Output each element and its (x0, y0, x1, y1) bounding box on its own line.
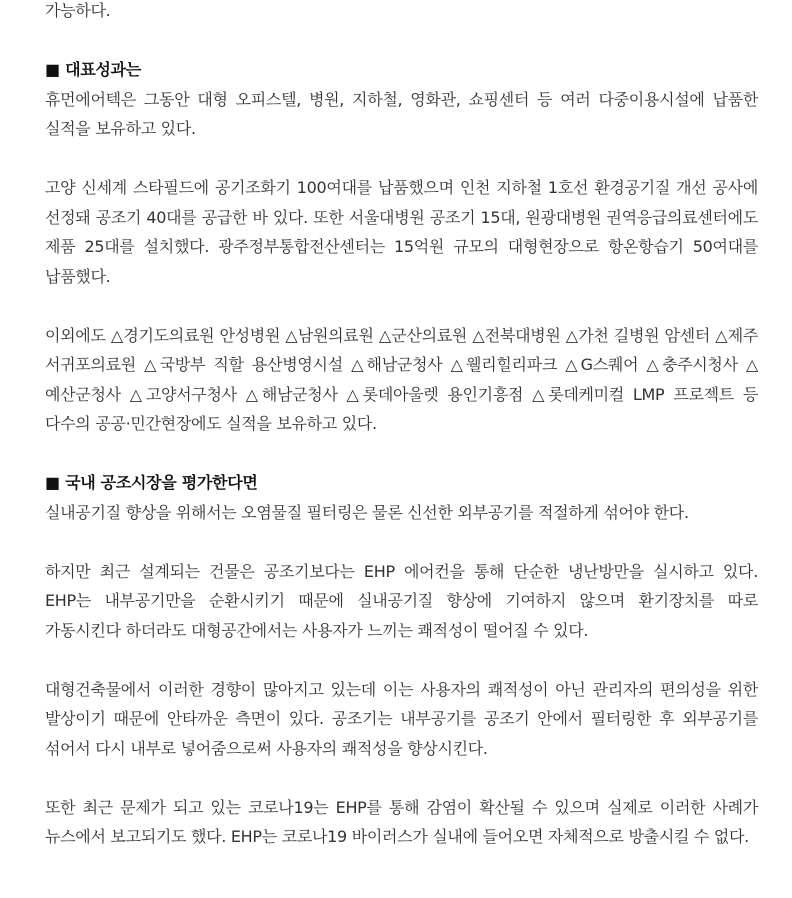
section-heading-representative-results: ■ 대표성과는 (45, 60, 141, 79)
intro-tail-text: 가능하다. (45, 1, 111, 20)
paragraph: 실내공기질 향상을 위해서는 오염물질 필터링은 물론 신선한 외부공기를 적절하게 섞어야 한다. (45, 502, 689, 522)
article-body (45, 0, 758, 881)
paragraph: 대형건축물에서 이러한 경향이 많아지고 있는데 이는 사용자의 쾌적성이 아닌 관리자의 편의성을 위한 발상이기 때문에 안타까운 측면이 있다. 공조기는 내부공기를 공조기 안에서 필터링한 후 외부공기를 섞어서 다시 내부로 넣어줌으로써 사용자의 쾌적성을 향상시킨다. (45, 679, 758, 758)
section-heading-domestic-market: ■ 국내 공조시장을 평가한다면 (45, 473, 258, 492)
paragraph: 고양 신세계 스타필드에 공기조화기 100여대를 납품했으며 인천 지하철 1호선 환경공기질 개선 공사에 선정돼 공조기 40대를 공급한 바 있다. 또한 서울대병원 공조기 15대, 원광대병원 권역응급의료센터에도 제품 25대를 설치했다. 광주정부통합전산센터는 15억원 규모의 대형현장으로 항온항습기 50여대를 납품했다. (45, 178, 758, 286)
paragraph: 하지만 최근 설계되는 건물은 공조기보다는 EHP 에어컨을 통해 단순한 냉난방만을 실시하고 있다. EHP는 내부공기만을 순환시키기 때문에 실내공기질 향상에 기여하지 않으며 환기장치를 따로 가동시킨다 하더라도 대형공간에서는 사용자가 느끼는 쾌적성이 떨어질 수 있다. (45, 561, 758, 640)
paragraph: 또한 최근 문제가 되고 있는 코로나19는 EHP를 통해 감염이 확산될 수 있으며 실제로 이러한 사례가 뉴스에서 보고되기도 했다. EHP는 코로나19 바이러스가 실내에 들어오면 자체적으로 방출시킬 수 없다. (45, 797, 758, 846)
paragraph: 휴먼에어텍은 그동안 대형 오피스텔, 병원, 지하철, 영화관, 쇼핑센터 등 여러 다중이용시설에 납품한 실적을 보유하고 있다. (45, 89, 758, 138)
paragraph: 이외에도 △경기도의료원 안성병원 △남원의료원 △군산의료원 △전북대병원 △가천 길병원 암센터 △제주 서귀포의료원 △국방부 직할 용산병영시설 △해남군청사 △웰리힐리파크 △G스퀘어 △충주시청사 △예산군청사 △고양서구청사 △해남군청사 △롯데아울렛 용인기흥점 △롯데케미컬 LMP 프로젝트 등 다수의 공공·민간현장에도 실적을 보유하고 있다. (45, 325, 758, 433)
